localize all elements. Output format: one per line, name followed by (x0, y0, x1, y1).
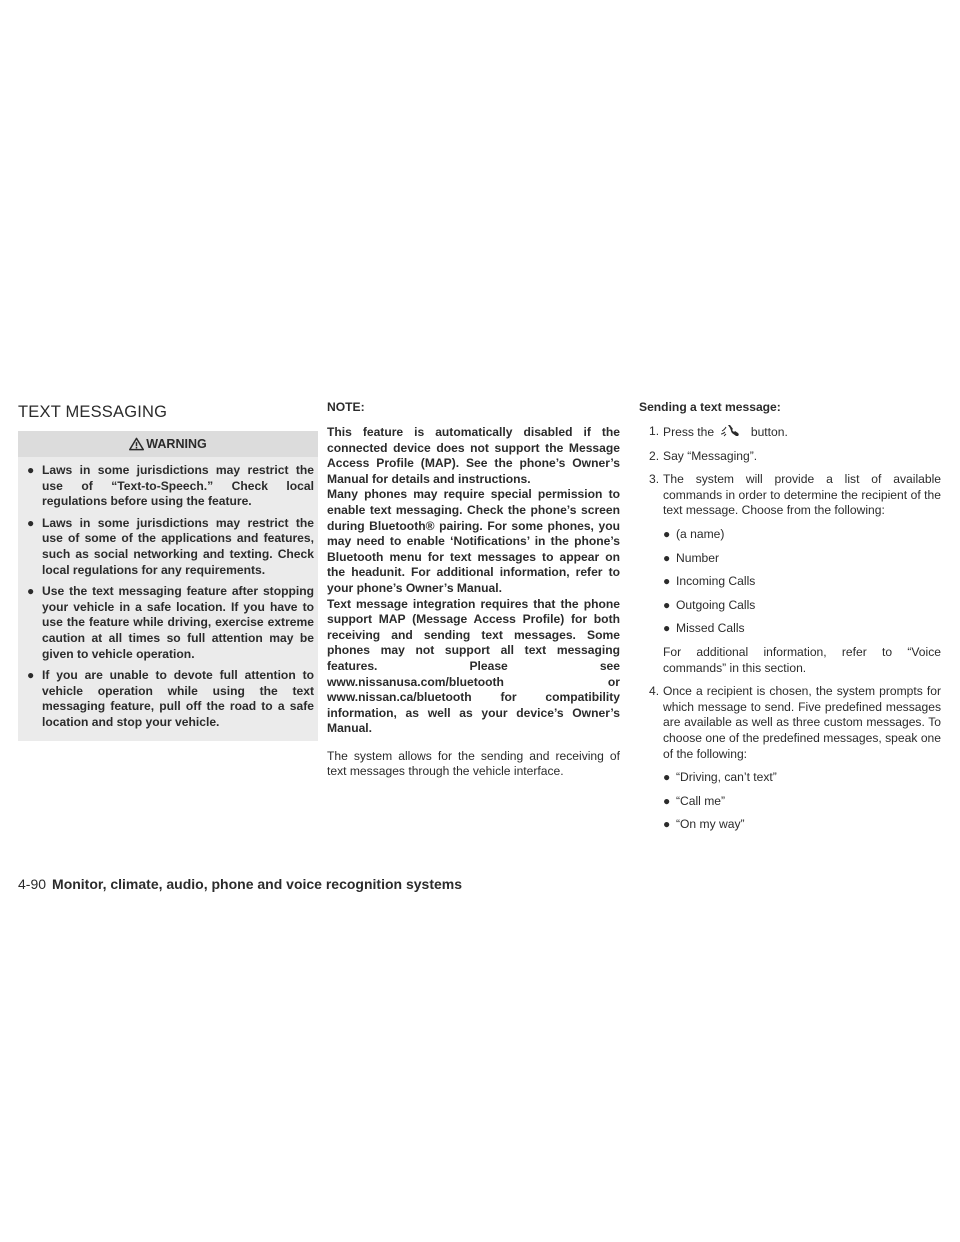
bullet: ● (663, 597, 671, 612)
list-item (663, 817, 941, 833)
bullet: ● (663, 817, 671, 832)
step-number: 1. (649, 424, 660, 438)
bullet: ● (663, 550, 671, 565)
list-item (663, 598, 941, 614)
bullet: ● (27, 463, 35, 477)
voice-talk-button-icon (719, 424, 745, 438)
bullet: ● (663, 770, 671, 785)
step-3 (639, 472, 941, 676)
message-options (663, 770, 941, 833)
bullet: ● (663, 526, 671, 541)
warning-item-text: Use the text messaging feature after stopping your vehicle in a safe location. If you have to use the feature while driving, exercise extreme caution at all times so full attention may be given to vehicle operation. (42, 584, 314, 661)
note-bold-text: This feature is automatically disabled if the connected device does not support the Message Access Profile (MAP). See the phone’s Owner’s Manual for details and instructions. Many phones may require special permission to enable text messaging. Check the phone’s screen during Bluetooth® pairing. For some phones, you may need to enable ‘Notifications’ in the phone’s Bluetooth menu for text messages to appear on the headunit. For additional information, refer to your phone’s Owner’s Manual. Text message integration requires that the phone support MAP (Message Access Profile) for both receiving and sending text messages. Some phones may not support all text messaging features. Please see www.nissanusa.com/bluetooth or www.nissan.ca/bluetooth for compatibility information, as well as your device’s Owner’s Manual. (327, 425, 620, 736)
step-number: 4. (649, 684, 660, 699)
list-item (663, 621, 941, 637)
warning-item-text: Laws in some jurisdictions may restrict the use of some of the applications and features, such as social networking and texting. Check local regulations for any requirements. (42, 515, 314, 577)
bullet: ● (663, 621, 671, 636)
step-text: The system will provide a list of available commands in order to determine the recipient of the text message. Choose from the following: (663, 472, 941, 518)
column-2 (327, 400, 620, 780)
warning-item-text: If you are unable to devote full attention to vehicle operation while using the text messaging feature, pull off the road to a safe location and stop your vehicle. (42, 668, 314, 729)
bullet: ● (27, 584, 35, 599)
steps-list (639, 424, 941, 833)
step-number: 2. (649, 448, 660, 463)
option-text: Number (676, 550, 720, 565)
step-2 (639, 449, 941, 465)
option-text: Incoming Calls (676, 574, 756, 589)
step-1 (639, 424, 941, 441)
step-4 (639, 684, 941, 833)
option-text: Outgoing Calls (676, 597, 756, 612)
warning-item-text: Laws in some jurisdictions may restrict the use of “Text-to-Speech.” Check local regulations before using the feature. (42, 463, 314, 509)
warning-item (22, 516, 314, 578)
bullet: ● (27, 515, 35, 530)
step-text: Once a recipient is chosen, the system prompts for which message to send. Five predefined messages are available as well as three custom messages. To choose one of the predefined messages, speak one of the following: (663, 684, 941, 761)
page-footer (18, 876, 462, 892)
column-1 (18, 400, 318, 741)
note-label: NOTE: (327, 400, 365, 414)
step-number: 3. (649, 472, 660, 487)
warning-item (22, 668, 314, 730)
bullet: ● (27, 668, 35, 683)
warning-triangle-icon (129, 437, 144, 451)
warning-item (22, 463, 314, 510)
warning-heading: WARNING (146, 437, 207, 451)
list-item (663, 794, 941, 810)
option-text: “On my way” (676, 817, 745, 832)
list-item (663, 574, 941, 590)
option-text: Missed Calls (676, 621, 745, 636)
chapter-title: Monitor, climate, audio, phone and voice recognition systems (52, 876, 462, 892)
page-number: 4-90 (18, 876, 47, 892)
bullet: ● (663, 574, 671, 589)
note-normal-text: The system allows for the sending and receiving of text messages through the vehicle interface. (327, 748, 620, 779)
bullet: ● (663, 793, 671, 808)
warning-item (22, 584, 314, 662)
step-note: For additional information, refer to “Voice commands” in this section. (663, 644, 941, 675)
step-text: Say “Messaging”. (663, 448, 758, 463)
list-item (663, 551, 941, 567)
option-text: “Call me” (676, 793, 726, 808)
option-text: “Driving, can’t text” (676, 770, 777, 785)
warning-box (18, 431, 318, 741)
warning-header (18, 431, 318, 457)
section-title: TEXT MESSAGING (18, 403, 168, 421)
list-item (663, 527, 941, 543)
warning-list (22, 463, 314, 731)
recipient-options (663, 527, 941, 637)
step-text: Press the (663, 425, 715, 439)
column-3 (639, 400, 941, 841)
option-text: (a name) (676, 526, 725, 541)
list-item (663, 770, 941, 786)
step-text: button. (750, 425, 788, 439)
sending-heading: Sending a text message: (639, 400, 781, 414)
